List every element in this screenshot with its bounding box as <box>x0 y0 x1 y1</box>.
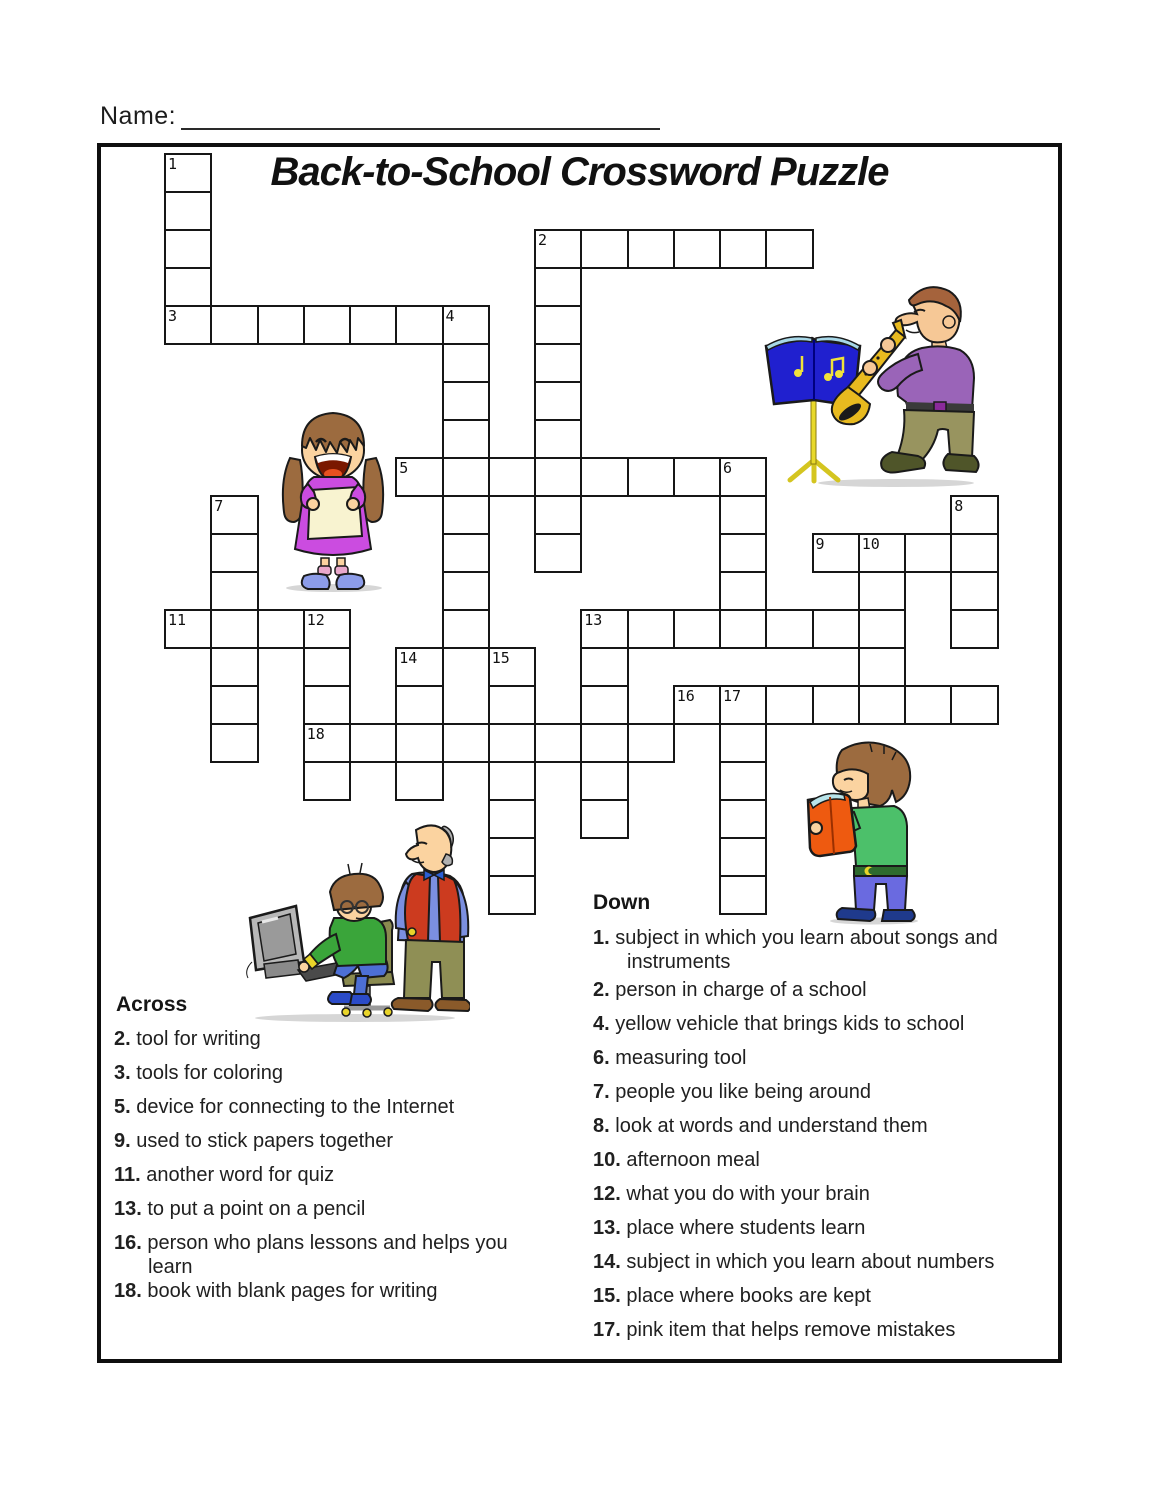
across-clue <box>114 1163 544 1187</box>
grid-cell[interactable] <box>580 229 628 269</box>
grid-cell[interactable] <box>164 229 212 269</box>
grid-cell-number: 6 <box>723 459 733 477</box>
down-clue <box>593 1080 1043 1104</box>
grid-cell[interactable] <box>719 495 767 535</box>
grid-cell[interactable] <box>210 305 258 345</box>
grid-cell[interactable] <box>534 305 582 345</box>
grid-cell[interactable] <box>534 419 582 459</box>
down-heading: Down <box>593 891 651 914</box>
clue-text: book with blank pages for writing <box>147 1280 438 1302</box>
grid-cell[interactable] <box>673 457 721 497</box>
clue-number: 13. <box>114 1198 142 1220</box>
clue-text: used to stick papers together <box>136 1130 394 1152</box>
clue-text: what you do with your brain <box>626 1183 870 1205</box>
clue-text: person who plans lessons and helps you learn <box>147 1232 508 1278</box>
grid-cell[interactable] <box>812 609 860 649</box>
clue-number: 11. <box>114 1164 141 1186</box>
grid-cell[interactable] <box>904 685 952 725</box>
clue-text: subject in which you learn about songs and instruments <box>615 927 998 973</box>
grid-cell[interactable] <box>488 761 536 801</box>
clue-number: 4. <box>593 1013 610 1035</box>
grid-cell[interactable] <box>442 495 490 535</box>
grid-cell-number: 8 <box>954 497 964 515</box>
grid-cell[interactable] <box>442 571 490 611</box>
clue-text: pink item that helps remove mistakes <box>626 1319 956 1341</box>
grid-cell[interactable] <box>765 685 813 725</box>
grid-cell[interactable] <box>488 685 536 725</box>
grid-cell[interactable] <box>627 723 675 763</box>
grid-cell[interactable] <box>349 305 397 345</box>
clue-number: 1. <box>593 927 610 949</box>
clue-text: place where students learn <box>626 1217 866 1239</box>
grid-cell[interactable] <box>673 685 721 725</box>
down-clue <box>593 1284 1043 1308</box>
grid-cell[interactable] <box>534 229 582 269</box>
grid-cell[interactable] <box>673 229 721 269</box>
across-clue <box>114 1231 544 1279</box>
clue-number: 10. <box>593 1149 621 1171</box>
grid-cell[interactable] <box>442 305 490 345</box>
computer-boy-and-teacher-clipart <box>240 812 470 1024</box>
clue-text: measuring tool <box>615 1047 747 1069</box>
clue-text: yellow vehicle that brings kids to school <box>615 1013 965 1035</box>
grid-cell[interactable] <box>950 533 998 573</box>
grid-cell[interactable] <box>719 875 767 915</box>
down-clues-list <box>593 926 1043 1352</box>
grid-cell[interactable] <box>442 457 490 497</box>
across-clue <box>114 1061 544 1085</box>
down-clue <box>593 1012 1043 1036</box>
grid-cell[interactable] <box>164 153 212 193</box>
grid-cell[interactable] <box>534 381 582 421</box>
grid-cell[interactable] <box>303 609 351 649</box>
grid-cell[interactable] <box>812 533 860 573</box>
clue-text: another word for quiz <box>146 1164 335 1186</box>
clue-number: 13. <box>593 1217 621 1239</box>
grid-cell[interactable] <box>210 495 258 535</box>
grid-cell[interactable] <box>719 799 767 839</box>
grid-cell[interactable] <box>534 533 582 573</box>
grid-cell[interactable] <box>442 533 490 573</box>
grid-cell[interactable] <box>858 647 906 687</box>
grid-cell[interactable] <box>488 723 536 763</box>
grid-cell[interactable] <box>488 647 536 687</box>
grid-cell[interactable] <box>303 761 351 801</box>
clue-number: 14. <box>593 1251 621 1273</box>
clue-number: 17. <box>593 1319 621 1341</box>
clue-text: look at words and understand them <box>615 1115 928 1137</box>
grid-cell[interactable] <box>257 305 305 345</box>
clue-number: 3. <box>114 1062 131 1084</box>
across-clue <box>114 1095 544 1119</box>
grid-cell[interactable] <box>812 685 860 725</box>
clue-number: 2. <box>593 979 610 1001</box>
grid-cell[interactable] <box>164 305 212 345</box>
clue-text: place where books are kept <box>626 1285 871 1307</box>
clue-text: to put a point on a pencil <box>147 1198 366 1220</box>
grid-cell-number: 4 <box>445 307 455 325</box>
grid-cell[interactable] <box>442 419 490 459</box>
grid-cell-number: 18 <box>306 725 325 743</box>
grid-cell[interactable] <box>210 571 258 611</box>
grid-cell[interactable] <box>395 685 443 725</box>
grid-cell-number: 15 <box>491 649 510 667</box>
grid-cell[interactable] <box>580 685 628 725</box>
grid-cell[interactable] <box>303 647 351 687</box>
clue-text: subject in which you learn about numbers <box>626 1251 995 1273</box>
grid-cell[interactable] <box>488 837 536 877</box>
grid-cell[interactable] <box>210 647 258 687</box>
clue-number: 5. <box>114 1096 131 1118</box>
across-clue <box>114 1129 544 1153</box>
grid-cell[interactable] <box>164 609 212 649</box>
grid-cell[interactable] <box>442 609 490 649</box>
clue-number: 7. <box>593 1081 610 1103</box>
grid-cell-number: 2 <box>538 231 548 249</box>
clue-number: 15. <box>593 1285 621 1307</box>
grid-cell[interactable] <box>858 533 906 573</box>
grid-cell[interactable] <box>673 609 721 649</box>
down-clue <box>593 926 1043 974</box>
down-clue <box>593 1250 1043 1274</box>
grid-cell-number: 7 <box>214 497 224 515</box>
grid-cell[interactable] <box>442 381 490 421</box>
grid-cell[interactable] <box>210 723 258 763</box>
grid-cell[interactable] <box>534 495 582 535</box>
grid-cell[interactable] <box>719 571 767 611</box>
clarinet-player-clipart <box>746 278 996 490</box>
down-clue <box>593 1148 1043 1172</box>
grid-cell[interactable] <box>950 609 998 649</box>
grid-cell[interactable] <box>580 723 628 763</box>
grid-cell[interactable] <box>395 723 443 763</box>
grid-cell[interactable] <box>395 305 443 345</box>
grid-cell[interactable] <box>164 267 212 307</box>
grid-cell[interactable] <box>719 229 767 269</box>
grid-cell[interactable] <box>442 343 490 383</box>
grid-cell[interactable] <box>580 609 628 649</box>
down-clue <box>593 1216 1043 1240</box>
grid-cell[interactable] <box>164 191 212 231</box>
grid-cell[interactable] <box>858 609 906 649</box>
grid-cell[interactable] <box>719 837 767 877</box>
grid-cell[interactable] <box>303 685 351 725</box>
grid-cell[interactable] <box>858 571 906 611</box>
grid-cell[interactable] <box>488 457 536 497</box>
across-clues-list <box>114 1027 544 1313</box>
clue-number: 18. <box>114 1280 142 1302</box>
grid-cell[interactable] <box>534 457 582 497</box>
grid-cell[interactable] <box>580 457 628 497</box>
name-label: Name: <box>100 102 177 130</box>
grid-cell[interactable] <box>580 799 628 839</box>
clue-text: tools for coloring <box>136 1062 283 1084</box>
clue-text: afternoon meal <box>626 1149 760 1171</box>
grid-cell[interactable] <box>719 723 767 763</box>
laughing-girl-clipart <box>268 400 398 595</box>
grid-cell[interactable] <box>303 723 351 763</box>
grid-cell-number: 9 <box>815 535 825 553</box>
grid-cell-number: 16 <box>676 687 695 705</box>
grid-cell[interactable] <box>765 609 813 649</box>
clue-number: 2. <box>114 1028 131 1050</box>
grid-cell[interactable] <box>395 647 443 687</box>
grid-cell-number: 1 <box>168 155 178 173</box>
grid-cell-number: 12 <box>306 611 325 629</box>
grid-cell[interactable] <box>580 761 628 801</box>
grid-cell[interactable] <box>534 267 582 307</box>
grid-cell[interactable] <box>627 609 675 649</box>
across-clue <box>114 1279 544 1303</box>
clue-number: 16. <box>114 1232 142 1254</box>
grid-cell[interactable] <box>303 305 351 345</box>
grid-cell[interactable] <box>627 457 675 497</box>
clue-number: 8. <box>593 1115 610 1137</box>
grid-cell[interactable] <box>395 761 443 801</box>
down-clue <box>593 1182 1043 1206</box>
grid-cell[interactable] <box>210 533 258 573</box>
grid-cell[interactable] <box>719 533 767 573</box>
grid-cell[interactable] <box>580 647 628 687</box>
grid-cell-number: 10 <box>861 535 880 553</box>
clue-number: 9. <box>114 1130 131 1152</box>
grid-cell[interactable] <box>950 685 998 725</box>
grid-cell-number: 14 <box>399 649 418 667</box>
grid-cell-number: 11 <box>168 611 187 629</box>
down-clue <box>593 1114 1043 1138</box>
across-clue <box>114 1027 544 1051</box>
grid-cell[interactable] <box>904 533 952 573</box>
grid-cell[interactable] <box>210 685 258 725</box>
grid-cell-number: 13 <box>584 611 603 629</box>
down-clue <box>593 978 1043 1002</box>
grid-cell-number: 17 <box>723 687 742 705</box>
down-clue <box>593 1318 1043 1342</box>
clue-text: person in charge of a school <box>615 979 867 1001</box>
grid-cell-number: 5 <box>399 459 409 477</box>
down-clue <box>593 1046 1043 1070</box>
grid-cell[interactable] <box>765 229 813 269</box>
grid-cell[interactable] <box>950 495 998 535</box>
grid-cell[interactable] <box>534 343 582 383</box>
grid-cell[interactable] <box>488 875 536 915</box>
grid-cell[interactable] <box>950 571 998 611</box>
grid-cell[interactable] <box>442 723 490 763</box>
grid-cell[interactable] <box>395 457 443 497</box>
grid-cell[interactable] <box>488 799 536 839</box>
grid-cell[interactable] <box>534 723 582 763</box>
grid-cell[interactable] <box>858 685 906 725</box>
clue-number: 12. <box>593 1183 621 1205</box>
page-title: Back-to-School Crossword Puzzle <box>270 150 889 194</box>
grid-cell[interactable] <box>210 609 258 649</box>
grid-cell[interactable] <box>719 761 767 801</box>
grid-cell[interactable] <box>627 229 675 269</box>
name-input-line[interactable] <box>181 99 660 130</box>
clue-number: 6. <box>593 1047 610 1069</box>
clue-text: device for connecting to the Internet <box>136 1096 455 1118</box>
grid-cell-number: 3 <box>168 307 178 325</box>
clue-text: tool for writing <box>136 1028 261 1050</box>
grid-cell[interactable] <box>719 685 767 725</box>
grid-cell[interactable] <box>349 723 397 763</box>
across-heading: Across <box>116 993 188 1016</box>
reading-boy-clipart <box>800 740 932 925</box>
across-clue <box>114 1197 544 1221</box>
clue-text: people you like being around <box>615 1081 872 1103</box>
grid-cell[interactable] <box>719 609 767 649</box>
grid-cell[interactable] <box>257 609 305 649</box>
